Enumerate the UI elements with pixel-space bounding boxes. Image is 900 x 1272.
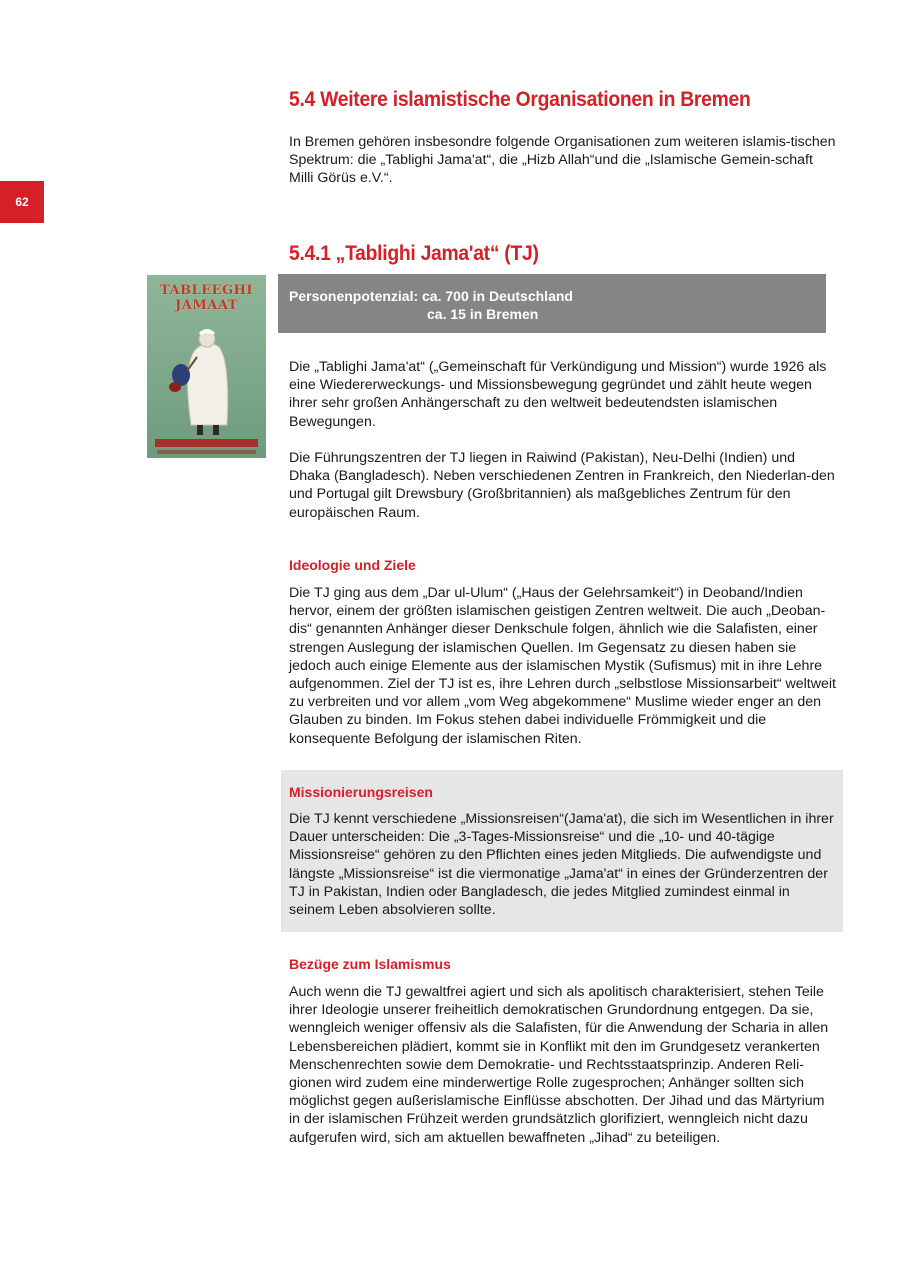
stats-line-bremen: ca. 15 in Bremen: [427, 306, 539, 322]
praying-figure-illustration: [147, 275, 266, 458]
ideology-heading: Ideologie und Ziele: [289, 557, 416, 573]
book-cover-image: [147, 275, 266, 458]
islamism-heading: Bezüge zum Islamismus: [289, 956, 451, 972]
mission-text: Die TJ kennt verschiedene „Missionsreisen“(Jama'at), die sich im Wesentlichen in ihrer Dauer unterscheiden: Die „3-Tages-Missionsreise“ und die „10- und 40-tägige Missionsreise“ gehören zu den Pflichten eines jeden Mitglieds. Die aufwendigste und längste „Missionsreise“ ist die viermonatige „Jama'at“ in eines der Gründerzentren der TJ in Pakistan, Indien oder Bangladesch, die jedes Mitglied zumindest einmal in seinem Leben absolvieren sollte.: [289, 811, 834, 919]
tj-centers-paragraph: Die Führungszentren der TJ liegen in Raiwind (Pakistan), Neu-Delhi (Indien) und Dhaka (Bangladesch). Neben verschiedenen Zentren in Frankreich, den Niederlan-den und Portugal gilt Drewsbury (Großbritannien) als maßgebliches Zentrum für den europäischen Raum.: [289, 450, 835, 521]
ideology-text: Die TJ ging aus dem „Dar ul-Ulum“ („Haus der Gelehrsamkeit“) in Deoband/Indien hervor, einem der größten islamischen geistigen Zentren weltweit. Die auch „Deoban-dis“ genannten Anhänger dieser Denkschule folgen, ähnlich wie die Salafisten, einer strengen Auslegung der islamischen Quellen. Im Gegensatz zu diesen haben sie jedoch auch einige Elemente aus der islamischen Mystik (Sufismus) mit in ihre Lehre aufgenommen. Ziel der TJ ist es, ihre Lehren durch „selbstlose Missionsarbeit“ weltweit zu verbreiten und vor allem „vom Weg abgekommene“ Muslime wieder enger an den Glauben zu binden. Im Fokus stehen dabei individuelle Frömmigkeit und die konsequente Befolgung der islamischen Riten.: [289, 585, 836, 747]
section-title: 5.4 Weitere islamistische Organisationen in Bremen: [289, 88, 751, 111]
book-cover-band-secondary: [157, 450, 256, 454]
page-number: 62: [15, 195, 29, 209]
stats-line-germany: Personenpotenzial: ca. 700 in Deutschland: [289, 288, 573, 304]
islamism-text: Auch wenn die TJ gewaltfrei agiert und sich als apolitisch charakterisiert, stehen Teile ihrer Ideologie unserer freiheitlich demokratischen Grundordnung entgegen. Da sie, wenngleich weniger offensiv als die Salafisten, für die Anwendung der Scharia in allen Lebensbereichen plädiert, kommt sie in Konflikt mit den im Grundgesetz verankerten Menschenrechten sowie dem Demokratie- und Rechtsstaatsprinzip. Anderen Reli-gionen wird zudem eine minderwertige Rolle zugesprochen; Anhänger sollten sich möglichst gegen außerislamische Einflüsse abschotten. Der Jihad und das Märtyrium in der islamischen Frühzeit werden grundsätzlich glorifiziert, wenngleich nicht dazu aufgerufen wird, sich am aktuellen bewaffneten „Jihad“ zu beteiligen.: [289, 984, 829, 1146]
book-title-line-1: TABLEEGHI: [160, 283, 253, 298]
section-intro: In Bremen gehören insbesondre folgende Organisationen zum weiteren islamis-tischen Spektrum: die „Tablighi Jama'at“, die „Hizb Allah“und die „Islamische Gemein-schaft Milli Görüs e.V.“.: [289, 134, 836, 187]
mission-heading: Missionierungsreisen: [289, 784, 433, 800]
book-cover-band: [155, 439, 258, 447]
tj-intro-paragraph: Die „Tablighi Jama'at“ („Gemeinschaft für Verkündigung und Mission“) wurde 1926 als eine Wiedererweckungs- und Missionsbewegung gegründet und zählt heute wegen ihrer sehr großen Anhängerschaft zu den weltweit bedeutendsten islamischen Bewegungen.: [289, 359, 827, 430]
page-number-tab: [0, 181, 44, 223]
subsection-title: 5.4.1 „Tablighi Jama'at“ (TJ): [289, 242, 539, 265]
book-title-line-2: JAMAAT: [175, 298, 238, 313]
personenpotenzial-box: [278, 274, 826, 333]
